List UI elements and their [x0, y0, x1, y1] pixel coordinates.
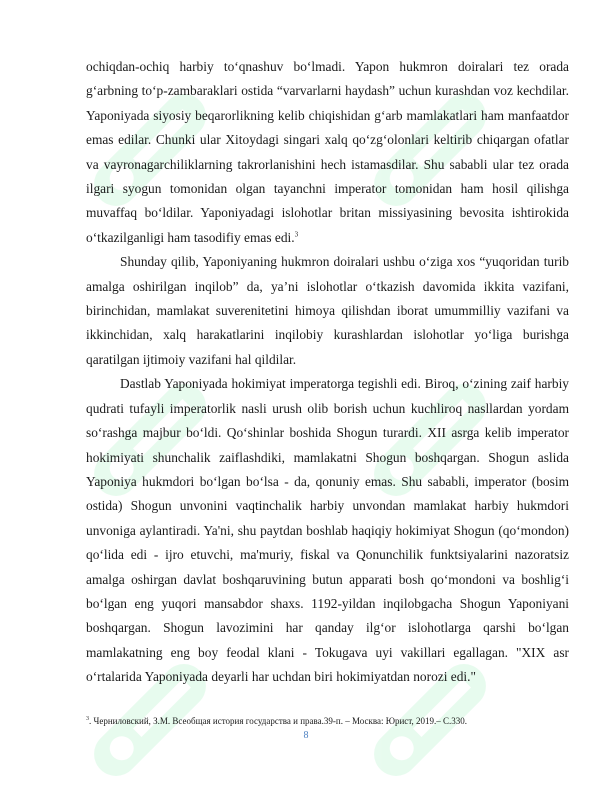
paragraph-1 — [86, 55, 569, 250]
footnote-marker: 3 — [86, 716, 89, 722]
paragraph-2 — [86, 250, 569, 372]
footnote — [86, 716, 569, 727]
page-number: 8 — [303, 730, 309, 741]
paragraph-1-text: ochiqdan-ochiq harbiy to‘qnashuv bo‘lmadi. Yapon hukmron doiralari tez orada g‘arbning to‘p-zambaraklari ostida “varvarlarni haydash” uchun kurashdan voz kechdilar. Yaponiyada siyosiy beqarorlikning kelib chiqishidan g‘arb mamlakatlari ham manfaatdor emas edilar. Chunki ular Xitoydagi singari xalq qo‘zg‘olonlari keltirib chiqargan ofatlar va vayronagarchiliklarning takrorlanishini hech istamasdilar. Shu sababli ular tez orada ilgari syogun tomonidan olgan tayanchni imperator tomonidan ham hosil qilishga muvaffaq bo‘ldilar. Yaponiyadagi islohotlar britan missiyasining bevosita ishtirokida o‘tkazilganligi ham tasodifiy emas edi. — [86, 59, 569, 245]
paragraph-2-text: Shunday qilib, Yaponiyaning hukmron doiralari ushbu o‘ziga xos “yuqoridan turib amalga oshirilgan inqilob” da, ya’ni islohotlar o‘tkazish davomida ikkita vazifani, birinchidan, mamlakat suverenitetini himoya qilishdan iborat umummilliy vazifani va ikkinchidan, xalq harakatlarini inqilobiy kurashlardan islohotlar yo‘liga burishga qaratilgan ijtimoiy vazifani hal qildilar. — [86, 254, 569, 367]
paragraph-3-text: Dastlab Yaponiyada hokimiyat imperatorga tegishli edi. Biroq, o‘zining zaif harbiy qudrati tufayli imperatorlik nasli urush olib borish uchun kuchliroq nasllardan yordam so‘rashga majbur bo‘ldi. Qo‘shinlar boshida Shogun turardi. XII asrga kelib imperator hokimiyati shunchalik zaiflashdiki, mamlakatni Shogun boshqargan. Shogun aslida Yaponiya hukmdori bo‘lgan bo‘lsa - da, qonuniy emas. Shu sababli, imperator (bosim ostida) Shogun unvonini vaqtinchalik harbiy unvondan mamlakat harbiy hukmdori unvoniga aylantiradi. Ya'ni, shu paytdan boshlab haqiqiy hokimiyat Shogun (qo‘mondon) qo‘lida edi - ijro etuvchi, ma'muriy, fiskal va Qonunchilik funktsiyalarini nazoratsiz amalga oshirgan davlat boshqaruvining butun apparati bosh qo‘mondoni va boshlig‘i bo‘lgan eng yuqori mansabdor shaxs. 1192-yildan inqilobgacha Shogun Yaponiyani boshqargan. Shogun lavozimini har qanday ilg‘or islohotlarga qarshi bo‘lgan mamlakatning eng boy feodal klani - Tokugava uyi vakillari egallagan. "XIX asr o‘rtalarida Yaponiyada deyarli har uchdan biri hokimiyatdan norozi edi." — [86, 376, 569, 685]
body-text — [86, 55, 569, 690]
paragraph-3 — [86, 372, 569, 689]
footnote-reference[interactable]: 3 — [294, 230, 299, 239]
footnote-text: . Черниловский, З.М. Всеобщая история государства и права.39-п. – Москва: Юрист, 2019.– С.330. — [89, 716, 468, 726]
